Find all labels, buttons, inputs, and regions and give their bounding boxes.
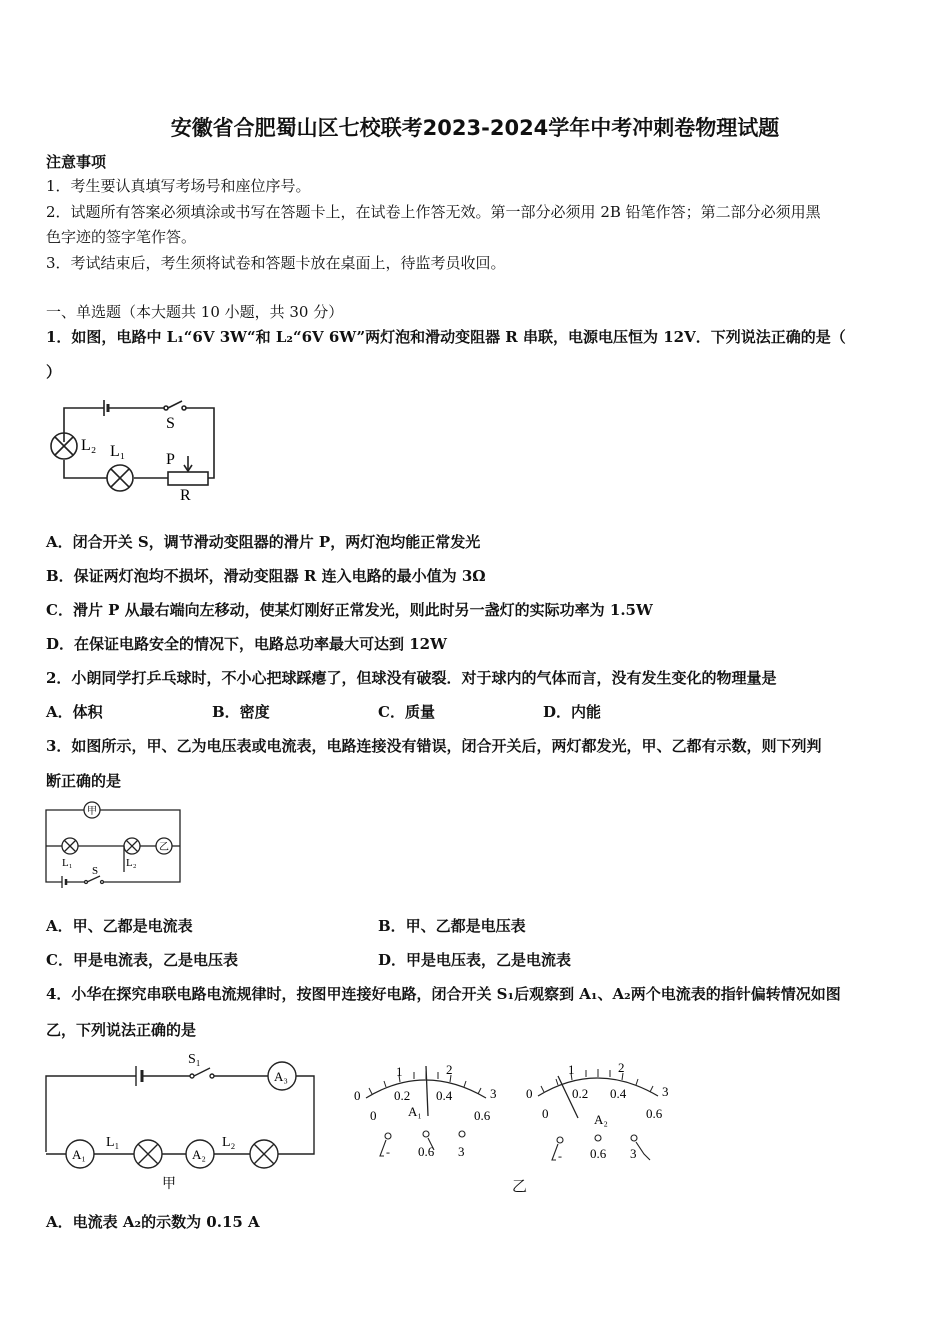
q3-option-b: B．甲、乙都是电压表 [378, 917, 526, 935]
a2-name: A₂ [594, 1112, 608, 1127]
q4-stem: 4．小华在探究串联电路电流规律时，按图甲连接好电路，闭合开关 S₁后观察到 A₁、A₂两个电流表的指针偏转情况如图 [46, 985, 841, 1003]
q4-label-s1: S₁ [188, 1052, 201, 1067]
a1-name: A₁ [408, 1104, 422, 1119]
q1-label-s: S [166, 415, 175, 432]
a1-term-neg: - [386, 1145, 390, 1159]
q1-option-c: C．滑片 P 从最右端向左移动，使某灯刚好正常发光，则此时另一盏灯的实际功率为 1.5W [46, 601, 653, 619]
q3-label-l2: L₂ [126, 857, 137, 869]
q4-caption-jia: 甲 [162, 1177, 176, 1192]
a1-upper-3: 3 [490, 1086, 497, 1101]
q2-stem: 2．小朗同学打乒乓球时，不小心把球踩瘪了，但球没有破裂．对于球内的气体而言，没有发生变化的物理量是 [46, 669, 777, 687]
a1-lower-06: 0.6 [474, 1108, 491, 1123]
q1-label-r: R [180, 487, 191, 504]
a2-lower-06: 0.6 [646, 1106, 663, 1121]
a2-upper-1: 1 [568, 1062, 575, 1077]
q1-stem-end: ） [46, 363, 62, 381]
q4-meter-a2 [522, 1056, 672, 1166]
q3-option-d: D．甲是电压表，乙是电流表 [378, 951, 572, 969]
a2-lower-04: 0.4 [610, 1086, 627, 1101]
a2-term-06: 0.6 [590, 1146, 607, 1161]
a1-term-3: 3 [458, 1144, 465, 1159]
a2-upper-3: 3 [662, 1084, 669, 1099]
a1-upper-1: 1 [396, 1064, 403, 1079]
a2-lower-02: 0.2 [572, 1086, 589, 1101]
q1-option-d: D．在保证电路安全的情况下，电路总功率最大可达到 12W [46, 635, 447, 653]
a2-upper-0: 0 [526, 1086, 533, 1101]
a1-upper-0: 0 [354, 1088, 361, 1103]
q3-option-c: C．甲是电流表，乙是电压表 [46, 951, 238, 969]
q2-option-d: D．内能 [543, 703, 602, 721]
notes-heading: 注意事项 [46, 153, 107, 171]
q3-circuit-figure [44, 800, 184, 896]
q1-label-p: P [166, 451, 175, 468]
note-item: 色字迹的签字笔作答。 [46, 228, 197, 246]
a2-term-3: 3 [630, 1146, 637, 1161]
a1-upper-2: 2 [446, 1062, 453, 1077]
q4-label-a3: A₃ [274, 1069, 288, 1084]
q3-label-yi: 乙 [159, 842, 169, 853]
q1-option-b: B．保证两灯泡均不损坏，滑动变阻器 R 连入电路的最小值为 3Ω [46, 567, 486, 585]
a1-lower-0: 0 [370, 1108, 377, 1123]
q3-stem-end: 断正确的是 [46, 772, 122, 790]
q3-option-a: A．甲、乙都是电流表 [46, 917, 193, 935]
q1-label-l2: L₂ [81, 437, 97, 454]
section-heading: 一、单选题（本大题共 10 小题，共 30 分） [46, 303, 344, 321]
a2-lower-0: 0 [542, 1106, 549, 1121]
q4-caption-yi: 乙 [512, 1177, 528, 1195]
q3-stem: 3．如图所示，甲、乙为电压表或电流表，电路连接没有错误，闭合开关后，两灯都发光，甲、乙都有示数，则下列判 [46, 737, 822, 755]
a2-term-neg: - [558, 1149, 562, 1163]
q4-label-a2: A₂ [192, 1147, 206, 1162]
a1-lower-04: 0.4 [436, 1088, 453, 1103]
q2-option-b: B．密度 [212, 703, 270, 721]
a1-lower-02: 0.2 [394, 1088, 411, 1103]
q4-meter-a1 [350, 1058, 500, 1168]
page-title: 安徽省合肥蜀山区七校联考2023-2024学年中考冲刺卷物理试题 [170, 116, 780, 140]
a2-upper-2: 2 [618, 1060, 625, 1075]
q4-circuit-figure [44, 1048, 324, 1196]
q3-label-l1: L₁ [62, 857, 73, 869]
note-item: 2．试题所有答案必须填涂或书写在答题卡上，在试卷上作答无效。第一部分必须用 2B 铅笔作答；第二部分必须用黑 [46, 203, 821, 221]
q3-label-s: S [92, 865, 99, 877]
q4-label-a1: A₁ [72, 1147, 86, 1162]
q4-label-l2: L₂ [222, 1135, 236, 1150]
q3-label-jia: 甲 [87, 806, 97, 817]
q4-stem-end: 乙，下列说法正确的是 [46, 1021, 197, 1039]
q1-stem: 1．如图，电路中 L₁“6V 3W“和 L₂“6V 6W”两灯泡和滑动变阻器 R 串联，电源电压恒为 12V．下列说法正确的是（ [46, 328, 846, 346]
note-item: 1．考生要认真填写考场号和座位序号。 [46, 177, 311, 195]
q4-label-l1: L₁ [106, 1135, 120, 1150]
q1-label-l1: L₁ [110, 443, 126, 460]
q1-circuit-figure [44, 392, 224, 508]
q4-option-a: A．电流表 A₂的示数为 0.15 A [46, 1213, 260, 1231]
q1-option-a: A．闭合开关 S，调节滑动变阻器的滑片 P，两灯泡均能正常发光 [46, 533, 481, 551]
q2-option-c: C．质量 [378, 703, 435, 721]
q2-option-a: A．体积 [46, 703, 103, 721]
note-item: 3．考试结束后，考生须将试卷和答题卡放在桌面上，待监考员收回。 [46, 254, 506, 272]
a1-term-06: 0.6 [418, 1144, 435, 1159]
